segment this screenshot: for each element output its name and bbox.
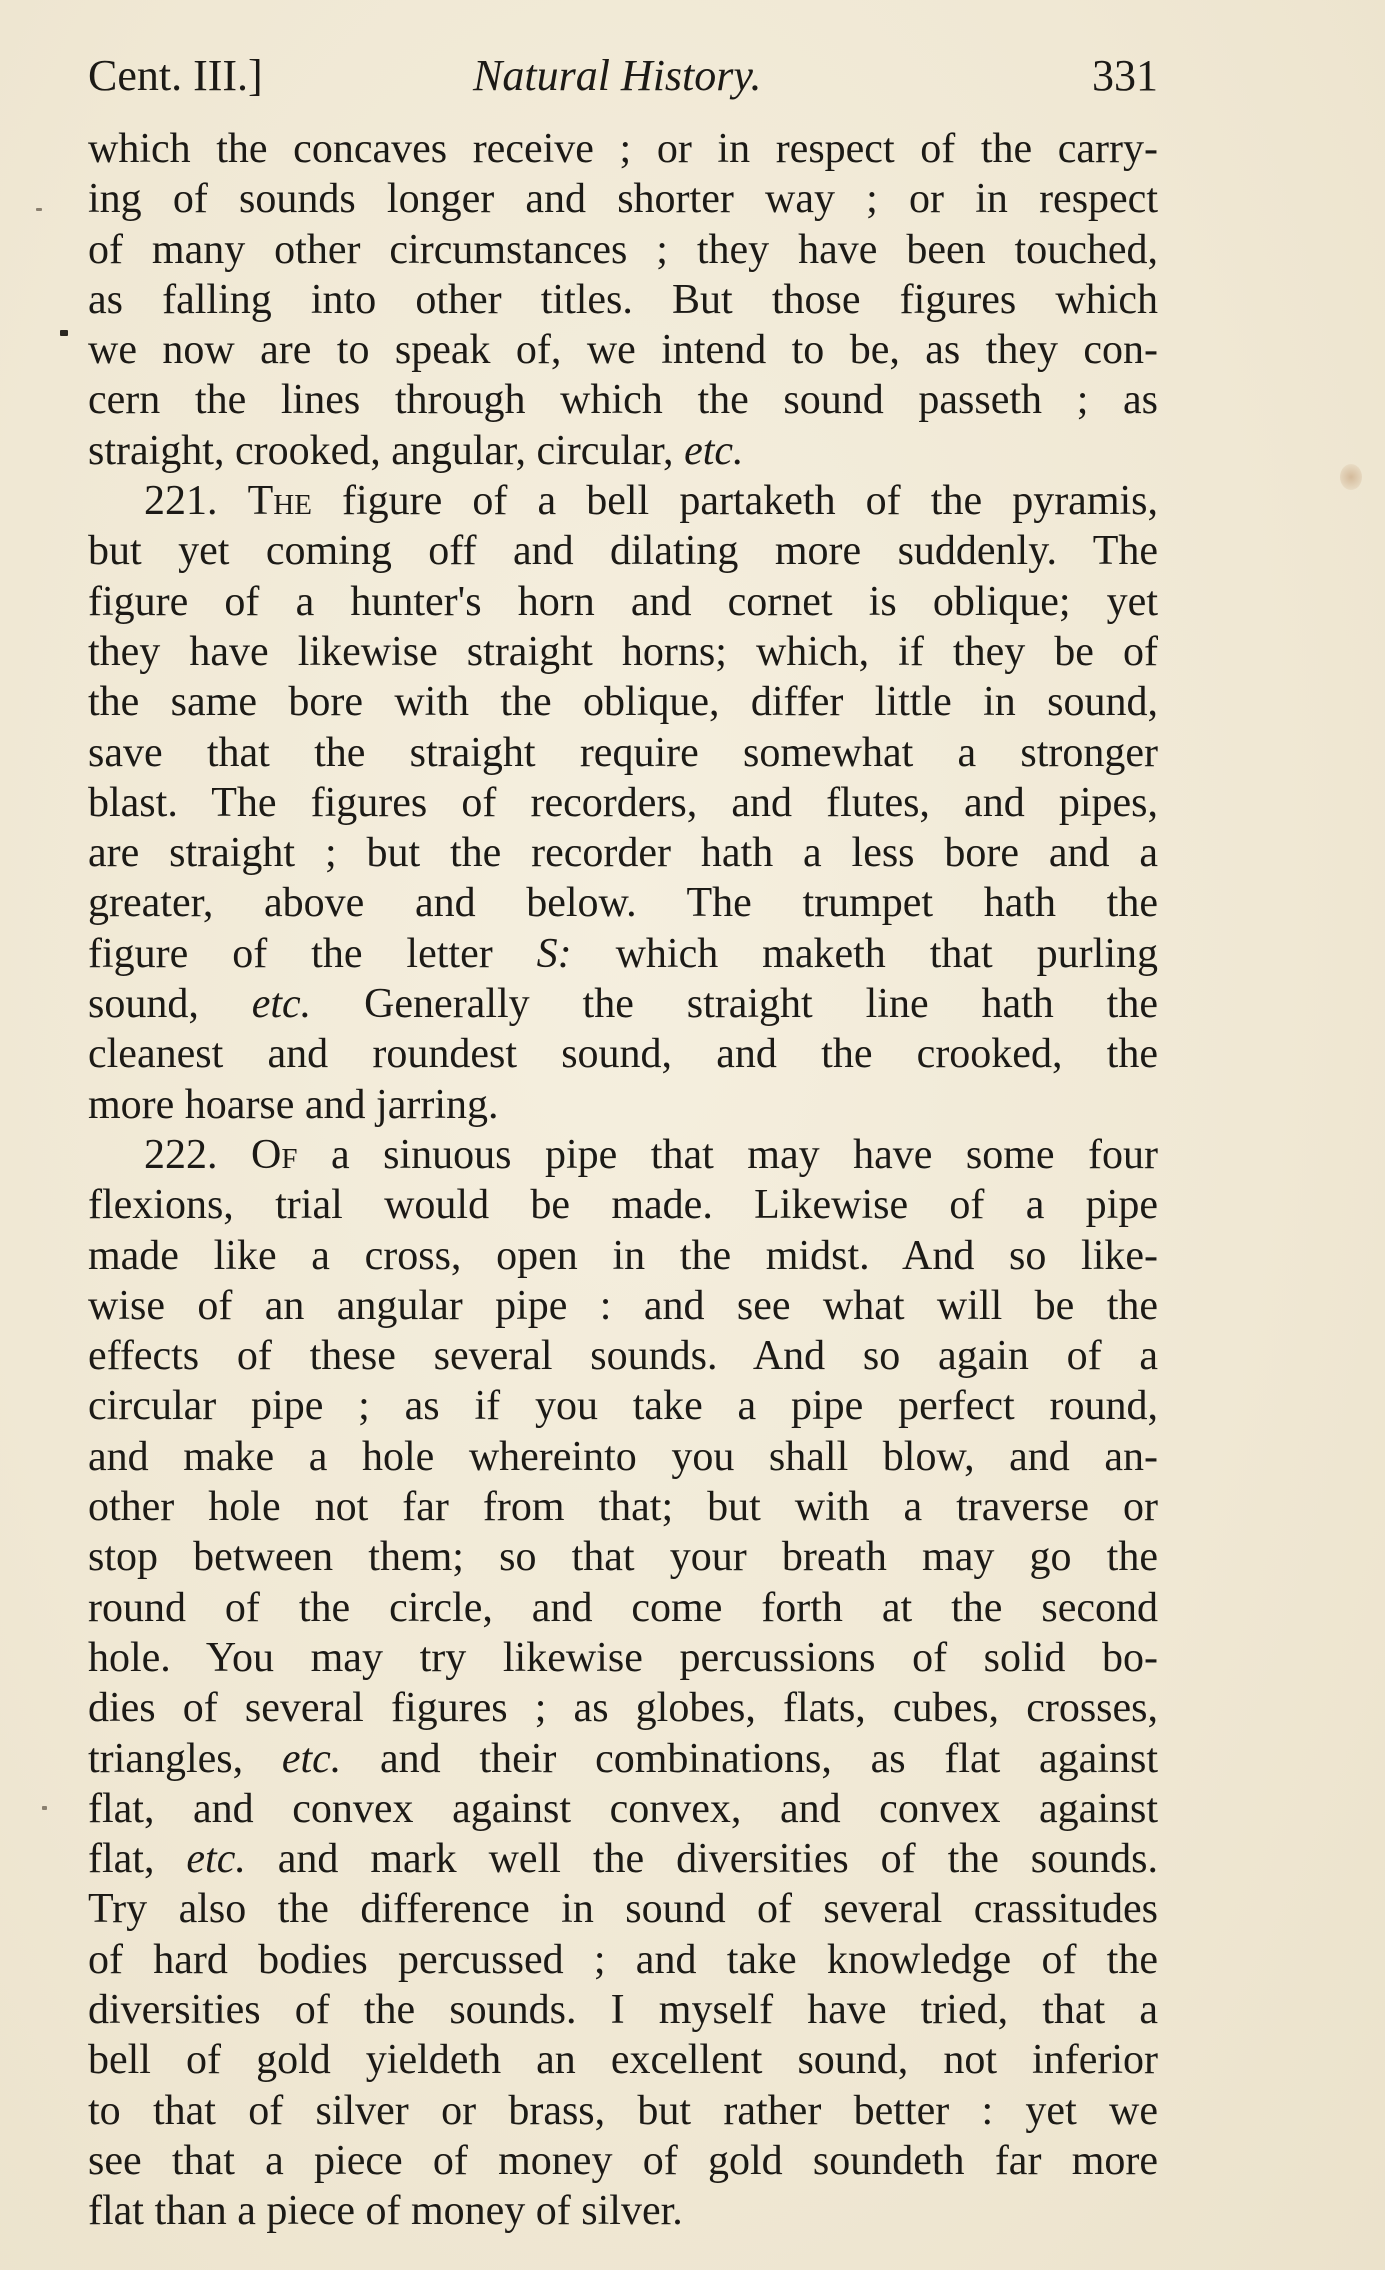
text-line (88, 1834, 1158, 1884)
text-segment: sound, (88, 981, 252, 1028)
text-line: effects of these several sounds. And so again of a (88, 1333, 1158, 1380)
text-line: are straight ; but the recorder hath a less bore and a (88, 830, 1158, 877)
text-line (88, 1734, 1158, 1784)
text-line: of hard bodies percussed ; and take knowledge of the (88, 1936, 1158, 1983)
italic-word: etc. (186, 1836, 246, 1883)
text-line: greater, above and below. The trumpet hath the (88, 880, 1158, 927)
text-segment: a sinuous pipe that may have some four (297, 1131, 1159, 1178)
text-line: hole. You may try likewise percussions of solid bo- (88, 1634, 1158, 1681)
paper-stain (1340, 464, 1362, 490)
margin-mark (36, 208, 42, 211)
text-line: more hoarse and jarring. (88, 1081, 499, 1128)
text-line: save that the straight require somewhat a stronger (88, 729, 1158, 776)
text-line: to that of silver or brass, but rather better : yet we (88, 2087, 1158, 2134)
italic-word: etc. (684, 427, 744, 474)
text-line (88, 1130, 1158, 1180)
text-segment: figure of the letter (88, 930, 537, 977)
text-line (88, 979, 1158, 1029)
text-line: of many other circumstances ; they have been touched, (88, 226, 1158, 273)
text-line: dies of several figures ; as globes, flats, cubes, crosses, (88, 1685, 1158, 1732)
margin-mark (60, 330, 68, 336)
text-line: stop between them; so that your breath may go the (88, 1534, 1158, 1581)
text-line: flat, and convex against convex, and convex against (88, 1785, 1158, 1832)
margin-mark (42, 1806, 47, 1810)
text-line: flexions, trial would be made. Likewise of a pipe (88, 1182, 1158, 1229)
text-segment: 222. (144, 1131, 252, 1178)
text-line: we now are to speak of, we intend to be, as they con- (88, 327, 1158, 374)
text-line: circular pipe ; as if you take a pipe perfect round, (88, 1383, 1158, 1430)
text-segment: 221. (144, 478, 248, 525)
text-segment: and mark well the diversities of the sounds. (245, 1836, 1158, 1883)
text-line: Try also the difference in sound of several crassitudes (88, 1886, 1158, 1933)
text-line: see that a piece of money of gold soundeth far more (88, 2137, 1158, 2184)
text-line: cern the lines through which the sound passeth ; as (88, 377, 1158, 424)
italic-word: etc. (281, 1735, 342, 1782)
text-line: as falling into other titles. But those figures which (88, 276, 1158, 323)
body-text (88, 124, 1158, 2236)
small-caps-word: The (247, 478, 312, 525)
text-line: cleanest and roundest sound, and the crooked, the (88, 1031, 1158, 1078)
text-line: blast. The figures of recorders, and flutes, and pipes, (88, 779, 1158, 826)
text-line (88, 426, 1158, 476)
text-line (88, 929, 1158, 979)
text-segment: Generally the straight line hath the (311, 981, 1158, 1028)
text-segment: straight, crooked, angular, circular, (88, 427, 685, 474)
text-line: round of the circle, and come forth at the second (88, 1584, 1158, 1631)
text-line: bell of gold yieldeth an excellent sound, not inferior (88, 2037, 1158, 2084)
text-line (88, 476, 1158, 526)
text-line: which the concaves receive ; or in respect of the carry- (88, 126, 1158, 172)
running-title: Natural History. (473, 51, 762, 100)
running-header (88, 42, 1158, 108)
text-segment: triangles, (88, 1735, 282, 1782)
text-line: ing of sounds longer and shorter way ; or in respect (88, 176, 1158, 223)
text-line: they have likewise straight horns; which, if they be of (88, 628, 1158, 675)
text-line: but yet coming off and dilating more suddenly. The (88, 528, 1158, 575)
text-line: wise of an angular pipe : and see what will be the (88, 1282, 1158, 1329)
small-caps-word: Of (251, 1131, 298, 1178)
italic-word: S: (536, 930, 572, 977)
text-segment: which maketh that purling (571, 930, 1158, 977)
text-line: other hole not far from that; but with a traverse or (88, 1484, 1158, 1531)
text-segment: and their combinations, as flat against (341, 1735, 1158, 1782)
text-line: and make a hole whereinto you shall blow, and an- (88, 1433, 1158, 1480)
chapter-reference: Cent. III.] (88, 51, 263, 100)
text-line: figure of a hunter's horn and cornet is oblique; yet (88, 578, 1158, 625)
text-line: the same bore with the oblique, differ little in sound, (88, 679, 1158, 726)
text-line: made like a cross, open in the midst. And so like- (88, 1232, 1158, 1279)
text-line: flat than a piece of money of silver. (88, 2188, 683, 2235)
italic-word: etc. (251, 981, 312, 1028)
text-segment: figure of a bell partaketh of the pyramis, (311, 478, 1159, 525)
text-line: diversities of the sounds. I myself have tried, that a (88, 1986, 1158, 2033)
text-segment: flat, (88, 1836, 187, 1883)
page-number: 331 (1092, 51, 1158, 100)
